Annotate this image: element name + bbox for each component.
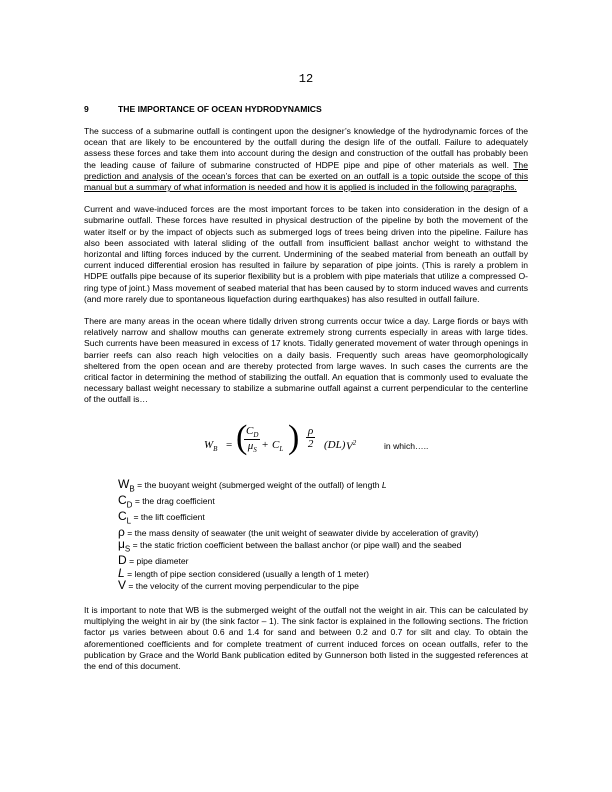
equation-plus: + (262, 438, 269, 451)
definition-item: $C_D$ = the drag coefficient (118, 492, 215, 510)
definition-item: $\mu_S$ = the static friction coefficient between the ballast anchor (or pipe wall) and the seabed (118, 537, 462, 554)
equation-v: $V^2$ (346, 438, 357, 453)
definition-item: ρ = the mass density of seawater (the unit weight of seawater divide by acceleration of gravity) (118, 524, 479, 539)
equation-open-paren: ( (236, 418, 248, 456)
paragraph-2: Current and wave-induced forces are the most important forces to be taken into consideration in the design of a submarine outfall. These forces have resulted in physical destruction of the pipeline by both the movement of the water itself or by the impact of objects such as submerged logs of trees being driven into the pipeline. Failure has also been associated with lateral sliding of the outfall from insufficient ballast anchor weight to withstand the horizontal and lifting forces induced by the current. Undermining of the seabed material from beneath an outfall by current induced differential erosion has resulted in failure by separation of pipe joints. (This is rarely a problem in HDPE outfalls pipe because of its superior flexibility but is a problem with pipe materials that utilize a compressed O-ring type of joint.) Mass movement of seabed material that has been caused by to storm induced waves and currents (and more rarely due to spontaneous liquefaction during earthquakes) has also resulted in outfall failure. (84, 204, 528, 304)
equation-fraction-rho: $\frac{\rho}{2}$ (307, 424, 314, 450)
paragraph-1-underlined: The prediction and analysis of the ocean’s forces that can be exerted on an outfall is a topic outside the scope of this manual but a summary of what information is needed and how it is applied is included in the following paragraphs. (84, 159, 528, 193)
section-title: THE IMPORTANCE OF OCEAN HYDRODYNAMICS (118, 104, 322, 114)
ballast-equation (84, 417, 528, 475)
paragraph-1 (84, 126, 528, 193)
equation-cl: $C_L$ (272, 438, 284, 453)
paragraph-1-text: The success of a submarine outfall is contingent upon the designer’s knowledge of the hydrodynamic forces of the ocean that are likely to be encountered by the outfall during the design life of the outfall. Failure to adequately assess these forces and take them into account during the design and construction of the outfall has probably been the leading cause of failure of submarine constructed of HDPE pipe and pipe of other materials as well. (84, 126, 528, 170)
equation-dl: (DL) (324, 438, 346, 451)
equation-fraction-cd-mu: $\frac{C_D}{\mu_S}$ (246, 424, 259, 455)
definition-item: D = pipe diameter (118, 553, 189, 568)
definition-item: $W_B$ = the buoyant weight (submerged weight of the outfall) of length L (118, 476, 387, 494)
equation-close-paren: ) (288, 418, 300, 456)
section-number: 9 (84, 104, 89, 114)
paragraph-4: It is important to note that WB is the submerged weight of the outfall not the weight in air. This can be calculated by multiplying the weight in air by (the sink factor – 1). The sink factor is explained in the following sections. The friction factor μs varies between about 0.6 and 1.4 for sand and between 0.2 and 0.7 for silt and clay. To obtain the aforementioned coefficients and for complete treatment of current induced forces on ocean outfalls, refer to the publication by Grace and the World Bank publication edited by Gunnerson both listed in the suggested references at the end of this document. (84, 604, 528, 671)
definition-item: $C_L$ = the lift coefficient (118, 508, 205, 526)
equation-lhs: $W_B$ (204, 438, 218, 453)
variable-definitions (118, 476, 528, 593)
equation-in-which: in which….. (384, 440, 429, 451)
page-number: 12 (298, 72, 314, 86)
paragraph-3: There are many areas in the ocean where tidally driven strong currents occur twice a day. Large fiords or bays with relatively narrow and shallow mouths can generate extremely strong currents especially in areas with large tides. Such currents have been measured in excess of 17 knots. Tidally generated movement of water through openings in barrier reefs can also reach high velocities on a daily basis. Frequently such areas have geomorphologically sheltered from the open ocean and are thereby protected from large waves. In such cases the currents are the critical factor in determining the method of stabilizing the outfall. An equation that is commonly used to evaluate the necessary ballast weight necessary to stabilize a submarine outfall against a current perpendicular to the centerline of the outfall is… (84, 316, 528, 405)
section-heading (84, 104, 528, 114)
equation-equals: = (226, 438, 233, 451)
definition-item: L = length of pipe section considered (usually a length of 1 meter) (118, 565, 370, 580)
definition-item: V = the velocity of the current moving perpendicular to the pipe (118, 578, 359, 593)
document-body (84, 104, 528, 683)
